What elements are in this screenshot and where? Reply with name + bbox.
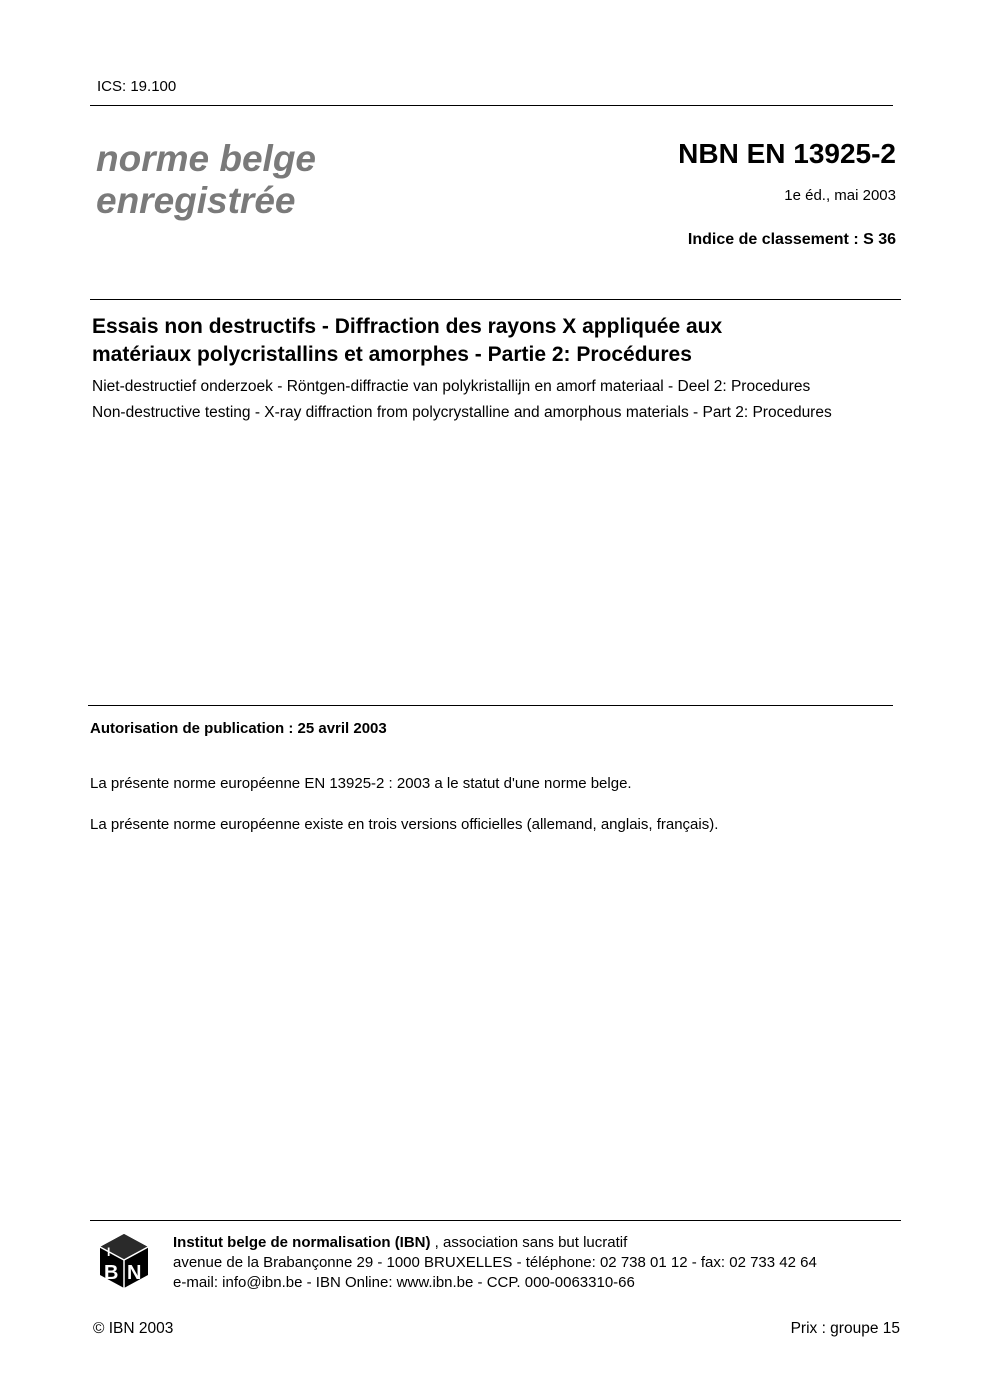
- ics-code: ICS: 19.100: [97, 78, 177, 95]
- publication-authorization: Autorisation de publication : 25 avril 2003: [90, 720, 387, 737]
- title-french: [92, 313, 912, 369]
- title-divider: [90, 299, 901, 300]
- title-french-line-1: Essais non destructifs - Diffraction des rayons X appliquée aux: [92, 315, 723, 338]
- header-divider: [90, 105, 893, 106]
- institute-suffix: , association sans but lucratif: [430, 1234, 628, 1251]
- price-group: Prix : groupe 15: [790, 1320, 900, 1337]
- brand-line-2: enregistrée: [96, 180, 296, 221]
- body-divider: [88, 705, 893, 706]
- copyright: © IBN 2003: [93, 1320, 174, 1337]
- svg-text:B: B: [104, 1262, 119, 1284]
- footer-divider: [90, 1220, 901, 1221]
- edition-date: 1e éd., mai 2003: [784, 187, 896, 204]
- standard-number: NBN EN 13925-2: [678, 138, 896, 169]
- brand-line-1: norme belge: [96, 138, 316, 179]
- institute-info: [173, 1233, 817, 1293]
- status-paragraph: La présente norme européenne EN 13925-2 : 2003 a le statut d'une norme belge.: [90, 775, 632, 792]
- brand-heading: [96, 138, 316, 222]
- versions-paragraph: La présente norme européenne existe en trois versions officielles (allemand, anglais, français).: [90, 816, 719, 833]
- institute-name: Institut belge de normalisation (IBN): [173, 1234, 431, 1251]
- title-dutch: Niet-destructief onderzoek - Röntgen-diffractie van polykristallijn en amorf materiaal - Deel 2: Procedures: [92, 378, 811, 395]
- svg-text:I: I: [107, 1245, 111, 1259]
- title-french-line-2: matériaux polycristallins et amorphes - Partie 2: Procédures: [92, 343, 692, 366]
- ibn-logo: [98, 1232, 150, 1290]
- institute-contact: e-mail: info@ibn.be - IBN Online: www.ibn.be - CCP. 000-0063310-66: [173, 1274, 635, 1291]
- title-english: Non-destructive testing - X-ray diffraction from polycrystalline and amorphous materials - Part 2: Procedures: [92, 404, 832, 421]
- institute-heading: [173, 1233, 817, 1253]
- svg-text:N: N: [127, 1262, 142, 1284]
- classification-index: Indice de classement : S 36: [687, 231, 896, 248]
- institute-address: avenue de la Brabançonne 29 - 1000 BRUXELLES - téléphone: 02 738 01 12 - fax: 02 733 42 64: [173, 1254, 817, 1271]
